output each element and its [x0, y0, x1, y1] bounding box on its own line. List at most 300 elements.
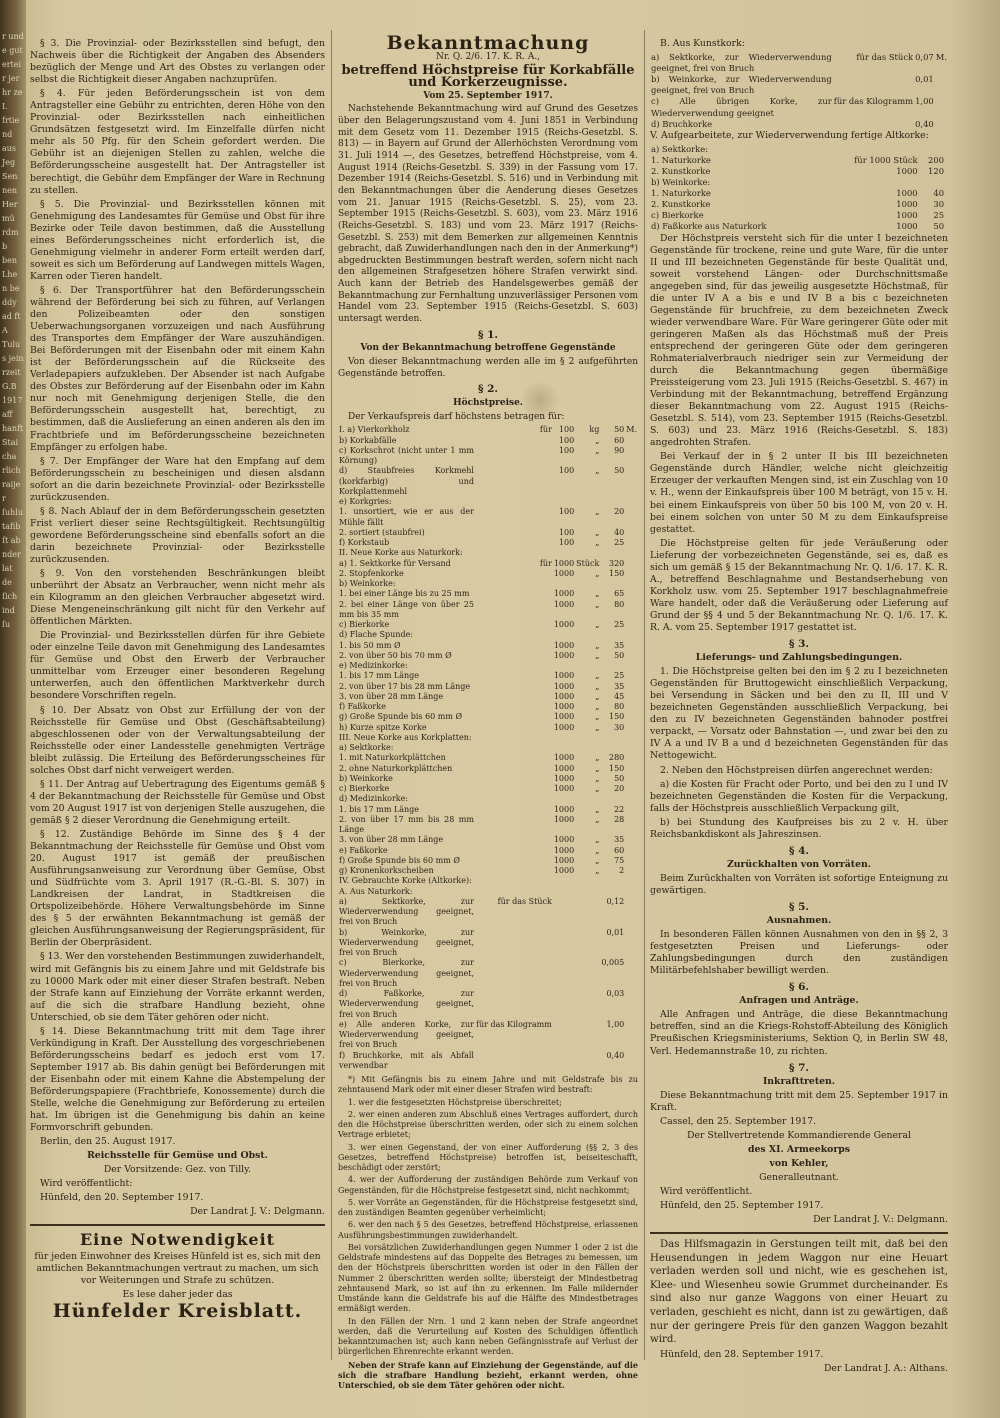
item-value: 20	[614, 507, 625, 517]
item-label: 2. von über 50 bis 70 mm Ø	[339, 650, 452, 660]
item-label: c) Bierkorke, zur Wiederverwendung geeignet, frei von Bruch	[339, 958, 474, 988]
item-value: 1000	[896, 165, 918, 176]
item-value: 1000	[553, 814, 575, 824]
item-value	[823, 177, 919, 188]
section-heading: Inkrafttreten.	[762, 1075, 836, 1087]
item-value	[625, 702, 638, 712]
item-value: 280	[608, 753, 625, 763]
item-value	[553, 958, 575, 989]
item-value	[553, 794, 575, 804]
place-date: Cassel, den 25. September 1917.	[660, 1115, 817, 1127]
item-value: „	[595, 835, 600, 845]
item-value	[919, 177, 945, 188]
item-value: „	[595, 445, 600, 455]
item-value: 1000	[553, 835, 575, 845]
item-value	[625, 1020, 638, 1051]
item-value: 1000	[553, 773, 575, 783]
item-value	[475, 805, 553, 815]
item-value	[553, 1020, 575, 1051]
footnote	[338, 1075, 638, 1390]
section-number: § 2.	[477, 383, 499, 396]
item-value	[475, 682, 553, 692]
table-row	[650, 96, 948, 118]
item-value: M.	[935, 52, 947, 63]
item-value	[475, 712, 553, 722]
item-value: 30	[614, 722, 625, 732]
item-value: für	[539, 425, 552, 435]
item-value: 0,07	[915, 52, 934, 63]
item-value	[625, 559, 638, 569]
item-label: 1. bis 17 mm Länge	[339, 671, 420, 681]
section-heading: Lieferungs- und Zahlungsbedingungen.	[695, 652, 903, 664]
item-value: für 1000 Stück	[854, 154, 918, 165]
item-value: 65	[614, 589, 625, 599]
item-value: 1000	[553, 671, 575, 681]
hay-notice-text: Das Hilfsmagazin in Gerstungen teilt mit, daß bei den Heusendungen in jedem Waggon nur eine Heuart verladen werden soll und nicht, wie es geschehen ist, Klee- und Wiesenheu sowie Grummet durcheinander. Es sind also nur ganze Waggons von einer Heuart zu verladen, geschieht es nicht, dann ist zu gewärtigen, daß nur der geringere Preis für den ganzen Waggon bezahlt wird.	[650, 1239, 948, 1346]
item-value	[475, 794, 553, 804]
table-row	[338, 538, 638, 548]
item-value	[600, 887, 625, 897]
footnote-para: Bei vorsätzlichen Zuwiderhandlungen gegen Nummer 1 oder 2 ist die Geldstrafe mindestens auf das Doppelte des Betrages zu bemessen, um den der Höchstpreis überschritten worden ist oder in den Fällen der Nummer 2 überschritten werden sollte; übersteigt der Mindestbetrag zehntausend Mark, so ist auf ihn zu erkennen. Im Falle mildernder Umstände kann die Geldstrafe bis auf die Hälfte des Mindestbetrages ermäßigt werden.	[338, 1242, 638, 1314]
item-value	[625, 723, 638, 733]
notice-title: Bekanntmachung	[386, 32, 590, 54]
item-value: „	[595, 702, 600, 712]
item-value: 75	[614, 855, 625, 865]
item-value	[625, 589, 638, 599]
paragraph: § 11. Der Antrag auf Uebertragung des Eigentums gemäß § 4 der Bekanntmachung der Reichsstelle für Gemüse und Obst vom 20 August 1917 ist von derjenigen Stelle auszugehen, die gemäß § 2 dieser Verordnung die Genehmigung erteilt.	[30, 778, 325, 826]
item-value	[553, 876, 575, 886]
item-value	[625, 497, 638, 507]
item-value	[600, 661, 625, 671]
item-value: „	[595, 866, 600, 876]
item-value	[575, 928, 600, 959]
item-label: 2. Stopfenkorke	[339, 568, 404, 578]
table-row	[338, 1020, 638, 1051]
table-row	[338, 815, 638, 836]
item-value	[625, 692, 638, 702]
item-value: 0,40	[915, 118, 934, 129]
item-value: 200	[928, 154, 945, 165]
table-row	[338, 958, 638, 989]
item-value	[625, 989, 638, 1020]
item-value: „	[595, 568, 600, 578]
item-value	[475, 743, 553, 753]
section-number: § 5.	[788, 900, 810, 913]
page-binding	[0, 0, 26, 1418]
item-value: 1000	[553, 702, 575, 712]
item-value	[945, 144, 948, 155]
item-value: 60	[614, 845, 625, 855]
table-row	[338, 600, 638, 621]
item-value	[600, 579, 625, 589]
item-label: b) Weinkorke	[339, 773, 393, 783]
section-heading: Zurückhalten von Vorräten.	[726, 858, 871, 870]
item-value	[625, 733, 638, 743]
table-row	[650, 177, 948, 188]
item-label: d) Faßkorke, zur Wiederverwendung geeignet, frei von Bruch	[339, 989, 474, 1019]
item-value	[475, 846, 553, 856]
item-label: g) Große Spunde bis 60 mm Ø	[339, 712, 463, 722]
item-label: d) Flache Spunde:	[339, 630, 414, 640]
item-value: „	[595, 620, 600, 630]
item-value	[625, 682, 638, 692]
item-value: „	[595, 722, 600, 732]
table-row	[338, 466, 638, 497]
table-row	[338, 733, 638, 743]
item-value	[475, 887, 553, 897]
item-value: 30	[933, 199, 945, 210]
table-row	[338, 774, 638, 784]
table-row	[338, 743, 638, 753]
paragraph: § 7. Der Empfänger der Ware hat den Empfang auf dem Beförderungsschein zu bescheinigen und diesen alsdann sofort an die darin bezeichnete Provinzial- oder Bezirksstelle zurückzusenden.	[30, 455, 325, 503]
item-value: 0,40	[606, 1050, 625, 1060]
item-value: 1,00	[606, 1019, 625, 1029]
item-label: 2. Kunstkorke	[651, 199, 711, 210]
table-row	[338, 764, 638, 774]
item-value	[475, 589, 553, 599]
item-value: 25	[614, 538, 625, 548]
item-value: 35	[614, 640, 625, 650]
item-label: 3. von über 28 mm Länge	[339, 691, 444, 701]
item-value: 1000	[553, 640, 575, 650]
table-row	[338, 784, 638, 794]
item-value	[625, 579, 638, 589]
table-row	[338, 661, 638, 671]
item-value: 1000	[553, 712, 575, 722]
paragraph: § 10. Der Absatz von Obst zur Erfüllung der von der Reichsstelle für Gemüse und Obst (Geschäftsabteilung) abgeschlossenen oder von der Verwaltungsabteilung der Reichsstelle oder einer Landesstelle genehmigten Verträge bleibt zulässig. Die Erteilung des Beförderungsscheines für solches Obst darf nicht verweigert werden.	[30, 704, 325, 776]
kunstkork-table	[650, 52, 948, 130]
item-value	[919, 144, 945, 155]
item-label: 2. sortiert (staubfrei)	[339, 527, 425, 537]
section-heading: Von der Bekanntmachung betroffene Gegenstände	[360, 343, 616, 354]
table-row	[338, 630, 638, 640]
item-label: 2. von über 17 mm bis 28 mm Länge	[339, 814, 474, 835]
item-value	[625, 743, 638, 753]
item-value	[945, 166, 948, 177]
authority-line: Der Stellvertretende Kommandierende General	[686, 1129, 912, 1141]
item-value: 0,03	[606, 989, 625, 999]
table-subhead: V. Aufgearbeitete, zur Wiederverwendung fertige Altkorke:	[650, 129, 929, 141]
item-value	[553, 548, 575, 558]
paragraph: Die Höchstpreise gelten für jede Veräußerung oder Lieferung der vorbezeichneten Gegenstände, sei es, daß es sich um gemäß § 15 der Bekanntmachung Nr. Q. 1/6. 17. K. R. A., betreffend Beschlagnahme und Bestandserhebung von Korkholz usw. vom 25. September 1917 beschlagnahmefreie Ware handelt, oder daß die Veräußerung oder Lieferung auf Grund der §§ 4 und 5 der Bekanntmachung Nr. Q. 1/6. 17. K. R. A. vom 25. September 1917 gestattet ist.	[650, 537, 948, 633]
table-row	[338, 559, 638, 569]
item-value: „	[595, 763, 600, 773]
item-label: b) Weinkorke:	[339, 579, 396, 589]
item-value	[475, 815, 553, 836]
table-row	[338, 1051, 638, 1072]
item-value: „	[595, 753, 600, 763]
item-value	[475, 784, 553, 794]
item-value	[553, 497, 575, 507]
published-date: Hünfeld, den 25. September 1917.	[660, 1200, 824, 1212]
item-value: 120	[928, 165, 945, 176]
table-row	[338, 425, 638, 435]
item-value	[475, 692, 553, 702]
item-value: 320	[608, 558, 625, 568]
item-label: c) Bierkorke	[651, 210, 704, 221]
item-label: 1. Naturkorke	[651, 154, 711, 165]
section-number: § 3.	[788, 638, 810, 651]
item-value: 1000	[553, 650, 575, 660]
item-value: 1000	[896, 221, 918, 232]
paragraph: § 4. Für jeden Beförderungsschein ist von dem Antragsteller eine Gebühr zu entrichten, deren Höhe von den Provinzial- oder Bezirksstellen nach einheitlichen Grundsätzen festgesetzt wird. Im Einzelfalle dürfen nicht mehr als 50 Pfg. für den Schein gefordert werden. Die Gebühr ist an diejenigen Stellen zu zahlen, welche die Beförderungsscheine ausgestellt hat. Der Antragsteller ist berechtigt, die Gebühr dem Empfänger der Ware in Rechnung zu stellen.	[30, 88, 325, 196]
item-label: 1. mit Naturkorkplättchen	[339, 753, 446, 763]
item-value: 100	[558, 425, 575, 435]
section-heading: Ausnahmen.	[766, 915, 832, 927]
item-value: 1000	[553, 691, 575, 701]
item-value: 1000	[553, 753, 575, 763]
item-label: e) Korkgries:	[339, 497, 392, 507]
table-row	[338, 702, 638, 712]
item-value	[575, 897, 600, 928]
item-label: f) Große Spunde bis 60 mm Ø	[339, 855, 460, 865]
table-row	[338, 682, 638, 692]
section-text: Diese Bekanntmachung tritt mit dem 25. September 1917 in Kraft.	[650, 1089, 948, 1113]
item-value: für das Stück	[497, 896, 552, 906]
item-value: 50	[614, 773, 625, 783]
item-value	[625, 764, 638, 774]
obst-regulation-paragraphs	[30, 38, 325, 1134]
item-value	[553, 743, 575, 753]
item-value	[475, 723, 553, 733]
item-value: „	[595, 650, 600, 660]
item-value	[625, 600, 638, 621]
item-value	[625, 774, 638, 784]
section-heading: Anfragen und Anträge.	[739, 995, 859, 1007]
item-value	[475, 548, 553, 558]
item-value: für	[539, 558, 552, 568]
item-value: 1,00	[915, 96, 934, 107]
item-label: d) Faßkorke aus Naturkork	[651, 221, 767, 232]
item-value: 80	[614, 702, 625, 712]
footnote-item: 2. wer einen anderen zum Abschluß eines Vertrages auffordert, durch den die Höchstpreise überschritten werden, oder sich zu einem solchen Vertrage erbietet;	[338, 1109, 638, 1140]
item-value: 1000	[553, 599, 575, 609]
table-row	[338, 805, 638, 815]
item-label: f) Faßkorke	[339, 702, 386, 712]
item-value: „	[595, 527, 600, 537]
item-value	[600, 497, 625, 507]
section-text: Beim Zurückhalten von Vorräten ist sofortige Enteignung zu gewärtigen.	[650, 872, 948, 896]
section-number: § 4.	[788, 844, 810, 857]
item-value: 150	[608, 712, 625, 722]
item-label: A. Aus Naturkork:	[339, 886, 413, 896]
item-value	[625, 548, 638, 558]
item-value	[625, 538, 638, 548]
item-value	[625, 958, 638, 989]
item-value	[475, 989, 553, 1020]
table-row	[338, 579, 638, 589]
item-value	[625, 569, 638, 579]
item-value	[625, 856, 638, 866]
item-value	[553, 887, 575, 897]
item-value	[625, 784, 638, 794]
notice-subject: betreffend Höchstpreise für Korkabfälle und Korkerzeugnisse.	[341, 63, 635, 90]
item-value: 1000	[553, 804, 575, 814]
item-value: 20	[614, 784, 625, 794]
item-value	[625, 466, 638, 497]
item-value	[475, 876, 553, 886]
item-value: „	[595, 507, 600, 517]
item-value	[600, 548, 625, 558]
item-value	[575, 661, 600, 671]
item-value	[475, 958, 553, 989]
paragraph: § 9. Von den vorstehenden Beschränkungen bleibt unberührt der Absatz an Verbraucher, wenn nicht mehr als ein Kilogramm an den gleichen Verbraucher abgesetzt wird. Diese Mengeneinschränkung gilt nicht für den Verkehr auf öffentlichen Märkten.	[30, 568, 325, 628]
table-row	[338, 620, 638, 630]
notice-intro: Nachstehende Bekanntmachung wird auf Grund des Gesetzes über den Belagerungszustand vom 4. Juni 1851 in Verbindung mit dem Gesetz vom 11. Dezember 1915 (Reichs-Gesetzbl. S. 813) — in Bayern auf Grund der Allerhöchsten Verordnung vom 31. Juli 1914 —, des Gesetzes, betreffend Höchstpreise, vom 4. August 1914 (Reichs-Gesetzbl. S. 339) in der Fassung vom 17. Dezember 1914 (Reichs-Gesetzbl. S. 516) und in Verbindung mit den Bekanntmachungen über die Aenderung dieses Gesetzes vom 21. Januar 1915 (Reichs-Gesetzbl. S. 25), vom 23. September 1915 (Reichs-Gesetzbl. S. 603), vom 23. März 1916 (Reichs-Gesetzbl. S. 183) und vom 23. März 1917 (Reichs-Gesetzbl. S. 253) mit dem Bemerken zur allgemeinen Kenntnis gebracht, daß Zuwiderhandlungen nach den in der Anmerkung*) abgedruckten Bestimmungen bestraft werden, sofern nicht nach den allgemeinen Strafgesetzen höhere Strafen verwirkt sind. Auch kann der Betrieb des Handelsgewerbes gemäß der Bekanntmachung zur Fernhaltung unzuverlässiger Personen vom Handel vom 23. September 1915 (Reichs-Gesetzbl. S. 603) untersagt werden.	[338, 104, 638, 325]
item-label: 1. unsortiert, wie er aus der Mühle fällt	[339, 507, 474, 527]
table-row	[338, 507, 638, 528]
item-value: „	[595, 640, 600, 650]
table-row	[650, 144, 948, 155]
item-value: 0,01	[606, 927, 625, 937]
column-rule	[331, 30, 332, 1360]
item-value: 35	[614, 681, 625, 691]
item-label: b) Weinkorke:	[651, 177, 711, 188]
item-label: 3. von über 28 mm Länge	[339, 835, 444, 845]
item-label: f) Bruchkorke, mit als Abfall verwendbar	[339, 1050, 474, 1070]
item-value	[475, 733, 553, 743]
item-value	[475, 764, 553, 774]
item-label: h) Kurze spitze Korke	[339, 722, 427, 732]
paragraph: § 12. Zuständige Behörde im Sinne des § 4 der Bekanntmachung der Reichsstelle für Gemüse und Obst vom 20. August 1917 ist gemäß der preußischen Ausführungsanweisung zur Verordnung über Gemüse, Obst und Südfrüchte vom 3. April 1917 (R.-G.-Bl. S. 307) in Landkreisen der Landrat, in Stadtkreisen die Ortspolizeibehörde. Höhere Verwaltungsbehörde im Sinne des § 5 der erwähnten Bekanntmachung ist gemäß der gleichen Ausführungsanweisung der Regierungspräsident, für Berlin der Oberpräsident.	[30, 829, 325, 949]
item-label: b) Korkabfälle	[339, 435, 397, 445]
item-value	[553, 733, 575, 743]
table-row	[338, 497, 638, 507]
item-label: d) Bruchkorke	[651, 118, 713, 129]
item-label: a) 1. Sektkorke für Versand	[339, 558, 451, 568]
item-value	[475, 1051, 553, 1072]
general-name: von Kehler,	[769, 1157, 829, 1169]
item-value: 0,01	[915, 74, 934, 85]
item-label: a) Sektkorke, zur Wiederverwendung geeignet, frei von Bruch	[339, 896, 474, 927]
item-value	[475, 641, 553, 651]
paragraph: Der Höchstpreis versteht sich für die unter I bezeichneten Gegenstände für trockene, reine und gute Ware, für die unter II und III bezeichneten Gegenstände für beste Qualität und, soweit vorstehend Längen- oder Durchschnittsmaße angegeben sind, für das jeweilig ausgesetzte Höchstmaß, für die unter IV A a bis e und IV B a bis c bezeichneten Gegenstände für bruchfreie, zu dem bezeichneten Zweck wieder verwendbare Ware. Für Ware geringerer Güte oder mit geringeren Maßen als das Höchstmaß muß der Preis entsprechend der geringeren Güte oder dem geringeren Rohmaterialverbrauch niedriger sein zur Vermeidung der durch die Bekanntmachung gegen übermäßige Preissteigerung vom 23. Juli 1915 (Reichs-Gesetzbl. S. 467) in Verbindung mit der Bekanntmachung, betreffend Ergänzung dieser Bekanntmachung vom 22. August 1915 (Reichs-Gesetzbl. S. 514), vom 23. September 1915 (Reichs-Gesetzbl. S. 603) und 23. März 1916 (Reichs-Gesetzbl. S. 183) angedrohten Strafen.	[650, 232, 948, 449]
table-row	[650, 52, 948, 74]
item-value	[575, 497, 600, 507]
item-value: M.	[626, 425, 637, 435]
item-value	[625, 641, 638, 651]
column-left	[30, 38, 325, 1321]
table-row	[338, 866, 638, 876]
item-value: für das Stück	[856, 52, 914, 63]
column-rule	[644, 30, 645, 1360]
table-row	[650, 210, 948, 221]
item-value: 1000	[896, 188, 918, 199]
item-value	[475, 436, 553, 446]
table-row	[338, 723, 638, 733]
item-value: 100	[558, 538, 575, 548]
item-value: „	[595, 589, 600, 599]
item-value	[475, 753, 553, 763]
item-value: 0,12	[606, 896, 625, 906]
item-label: I. a) Vierkorkholz	[339, 425, 410, 435]
item-value	[945, 177, 948, 188]
published-note: Wird veröffentlicht:	[40, 1178, 133, 1190]
item-value: 1000	[553, 866, 575, 876]
item-value: „	[595, 538, 600, 548]
table-row	[650, 221, 948, 232]
item-value: „	[595, 671, 600, 681]
notice-date: Vom 25. September 1917.	[423, 90, 553, 101]
item-value: „	[595, 691, 600, 701]
item-value	[945, 155, 948, 166]
item-label: a) Sektkorke:	[339, 743, 394, 753]
item-value	[625, 620, 638, 630]
item-label: d) Medizinkorke:	[339, 794, 409, 804]
paragraph: § 13. Wer den vorstehenden Bestimmungen zuwiderhandelt, wird mit Gefängnis bis zu einem Jahre und mit Geldstrafe bis zu 10000 Mark oder mit einer dieser Strafen bestraft. Neben der Strafe kann auf Einziehung der Vorräte erkannt werden, auf die sich die strafbare Handlung bezieht, ohne Unterschied, ob sie dem Täter gehören oder nicht.	[30, 951, 325, 1023]
item-value	[600, 743, 625, 753]
item-value: 2	[619, 866, 625, 876]
item-value: 100	[558, 466, 575, 476]
item-value	[553, 579, 575, 589]
issuing-office: Reichsstelle für Gemüse und Obst.	[87, 1150, 268, 1162]
item-value	[575, 876, 600, 886]
paragraph: § 8. Nach Ablauf der in dem Beförderungsschein gesetzten Frist verliert dieser seine Rechtsgültigkeit. Rechtsungültig gewordene Beförderungsscheine sind ebenfalls sofort an die darin bezeichnete Provinzial- oder Bezirksstelle zurückzusenden.	[30, 505, 325, 565]
table-row	[650, 74, 948, 96]
item-label: a) Sektkorke:	[651, 143, 709, 154]
item-value	[475, 928, 553, 959]
chairman: Der Vorsitzende: Gez. von Tilly.	[103, 1164, 252, 1176]
section-text: 1. Die Höchstpreise gelten bei den im § 2 zu I bezeichneten Gegenständen für Bruttogewicht einschließlich Verpackung, bei Versendung in Säcken und bei den zu II, III und V bezeichneten Gegenständen ausschließlich Verpackung, bei den zu IV bezeichneten Gegenständen bahnoder postfrei verpackt, — Vorsatz oder Bahnstation —, und zwar bei den zu IV A a und IV B a und d bezeichneten Gegenständen für das Nettogewicht.	[650, 666, 948, 762]
table-row	[338, 446, 638, 467]
notwendigkeit-title: Eine Notwendigkeit	[79, 1230, 276, 1250]
item-value: 50	[614, 466, 625, 476]
item-label: 1. bis 50 mm Ø	[339, 640, 401, 650]
paragraph: Bei Verkauf der in § 2 unter II bis III bezeichneten Gegenstände durch Händler, welche nicht gleichzeitig Erzeuger der verkauften Mengen sind, ist ein Zuschlag von 10 v. H., wenn der Einkaufspreis über 100 M beträgt, von 15 v. H. bei einem Einkaufspreis von über 50 bis 100 M, von 20 v. H. bei einem solchen von unter 50 M zu dem Einkaufspreise gestattet.	[650, 451, 948, 535]
item-value: 0,005	[601, 958, 625, 968]
item-value	[625, 815, 638, 836]
item-value	[475, 528, 553, 538]
item-value	[935, 74, 948, 96]
item-value	[575, 794, 600, 804]
item-value	[475, 856, 553, 866]
section-text: Von dieser Bekanntmachung werden alle im § 2 aufgeführten Gegenstände betroffen.	[338, 357, 638, 379]
item-value	[475, 507, 553, 528]
item-value: „	[595, 814, 600, 824]
item-value: 1000	[553, 589, 575, 599]
item-value	[833, 74, 914, 96]
item-label: d) Staubfreies Korkmehl (korkfarbig) und Korkplattenmehl	[339, 466, 474, 496]
table-row	[338, 835, 638, 845]
table-row	[338, 846, 638, 856]
item-value	[625, 887, 638, 897]
hay-notice-signature: Der Landrat J. A.: Althans.	[823, 1362, 948, 1374]
item-value	[945, 221, 948, 232]
item-label: 2. Kunstkorke	[651, 165, 711, 176]
item-value: 1000	[553, 855, 575, 865]
item-value: für das Kilogramm	[475, 1019, 552, 1029]
item-value	[575, 630, 600, 640]
table-row	[338, 548, 638, 558]
section-text: b) bei Stundung des Kaufpreises bis zu 2 v. H. über Reichsbankdiskont als Jahreszinsen.	[650, 816, 948, 840]
item-value	[575, 989, 600, 1020]
table-row	[650, 155, 948, 166]
table-subhead: B. Aus Kunstkork:	[660, 38, 745, 49]
item-value	[553, 661, 575, 671]
item-value	[575, 579, 600, 589]
altkork-table	[650, 144, 948, 233]
footnote-intro: *) Mit Gefängnis bis zu einem Jahre und mit Geldstrafe bis zu zehntausend Mark oder mit einer dieser Strafen wird bestraft:	[338, 1075, 638, 1095]
item-value: 50	[614, 425, 625, 435]
table-row	[650, 188, 948, 199]
binding-fragments: r und e gut ertei r jer hr ze I. frtie nd aus Jeg Sen nen Her mü rdm b ben Lhe n be ddy ad ft A Tulus jein rzeit G.B 1917 aff hanft Stai cha rlich raijer ſuhlu tafib ſt ab nder lat de ſich ind ſu	[2, 32, 24, 629]
table-row	[338, 856, 638, 866]
item-value	[475, 466, 553, 497]
section-text: Alle Anfragen und Anträge, die diese Bekanntmachung betreffen, sind an die Kriegs-Rohstoff-Abteilung des Königlich Preußischen Kriegsministeriums, Sektion Q, in Berlin SW 48, Verl. Hedemannstraße 10, zu richten.	[650, 1009, 948, 1057]
item-value	[625, 928, 638, 959]
item-label: III. Neue Korke aus Korkplatten:	[339, 732, 472, 742]
item-value: 35	[614, 835, 625, 845]
